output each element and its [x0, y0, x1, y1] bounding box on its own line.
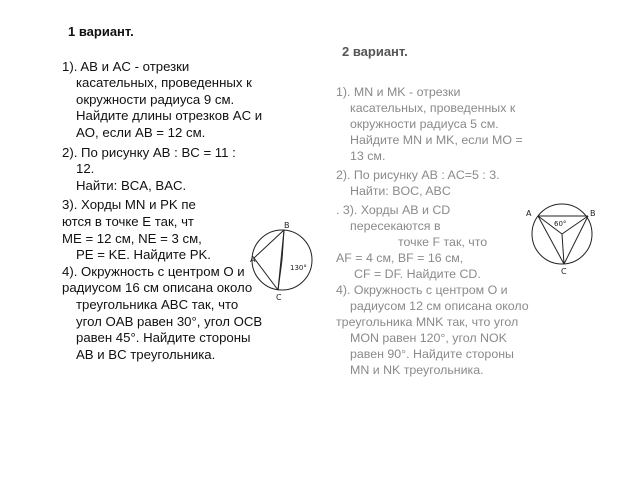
v1-line: PE = KE. Найдите PK.	[76, 247, 211, 263]
v1-label-c: C	[276, 293, 282, 302]
variant-2-heading: 2 вариант.	[342, 44, 408, 59]
v2-label-a: A	[526, 209, 532, 218]
v1-circle-figure	[250, 220, 330, 302]
v2-label-c: C	[561, 267, 567, 276]
v1-line: касательных, проведенных к	[76, 75, 252, 91]
v2-line: точке F так, что	[398, 235, 488, 249]
v1-line: 2). По рисунку AB : BC = 11 :	[62, 144, 236, 160]
v1-line: ются в точке E так, чт	[62, 213, 194, 229]
v2-label-angle: 60°	[554, 220, 567, 228]
v1-label-b: B	[284, 221, 290, 230]
v2-line: окружности радиуса 5 см.	[350, 117, 499, 131]
v1-radius	[278, 260, 282, 290]
v1-line: ME = 12 см, NE = 3 см,	[62, 230, 202, 246]
v1-line: 1). AB и AC - отрезки	[62, 58, 190, 74]
v1-line: окружности радиуса 9 см.	[76, 91, 235, 107]
v1-line: 4). Окружность с центром O и	[62, 263, 245, 279]
v2-line: треугольника MNK так, что угол	[336, 315, 519, 329]
v2-line: Найдите MN и MK, если MO =	[350, 133, 523, 147]
v1-line: угол OAB равен 30°, угол OCB	[76, 313, 263, 329]
v2-line: касательных, проведенных к	[350, 101, 516, 115]
v1-label-angle: 130°	[290, 264, 307, 272]
v2-radius	[562, 234, 564, 264]
v1-line: Найдите длины отрезков AC и	[76, 108, 263, 124]
v2-line: Найти: BOC, ABC	[350, 184, 451, 198]
v1-line: 3). Хорды MN и PK пе	[62, 197, 196, 213]
v2-line: AF = 4 см, BF = 16 см,	[336, 251, 464, 265]
v2-line: CF = DF. Найдите CD.	[354, 267, 481, 281]
v2-line: радиусом 12 см описана около	[350, 299, 529, 313]
v2-line: 2). По рисунку AB : AC=5 : 3.	[336, 168, 500, 182]
v2-line: пересекаются в	[350, 219, 441, 233]
v1-line: AB и BC треугольника.	[76, 346, 216, 362]
variant-1-column	[62, 24, 332, 363]
v2-line: MN и NK треугольника.	[350, 363, 484, 377]
v2-chord-bc	[564, 216, 588, 264]
v1-line: радиусом 16 см описана около	[62, 280, 253, 296]
v1-line: Найти: BCA, BAC.	[76, 177, 187, 193]
v1-label-a: A	[250, 255, 256, 264]
v2-line: 4). Окружность с центром O и	[336, 283, 508, 297]
v2-line: MON равен 120°, угол NOK	[350, 331, 507, 345]
v2-line: . 3). Хорды AB и CD	[336, 203, 451, 217]
v2-line: 1). MN и MK - отрезки	[336, 85, 461, 99]
v1-chord-ba	[254, 230, 284, 258]
v1-line: AO, если AB = 12 см.	[76, 124, 206, 140]
v2-line: равен 90°. Найдите стороны	[350, 347, 514, 361]
variant-1-heading: 1 вариант.	[68, 24, 134, 39]
v2-label-b: B	[590, 209, 596, 218]
v1-line: треугольника ABC так, что	[76, 296, 239, 312]
v2-line: 13 см.	[350, 149, 386, 163]
v1-line: равен 45°. Найдите стороны	[76, 330, 251, 346]
v2-circle-figure	[524, 196, 600, 276]
v1-line: 12.	[76, 161, 95, 177]
